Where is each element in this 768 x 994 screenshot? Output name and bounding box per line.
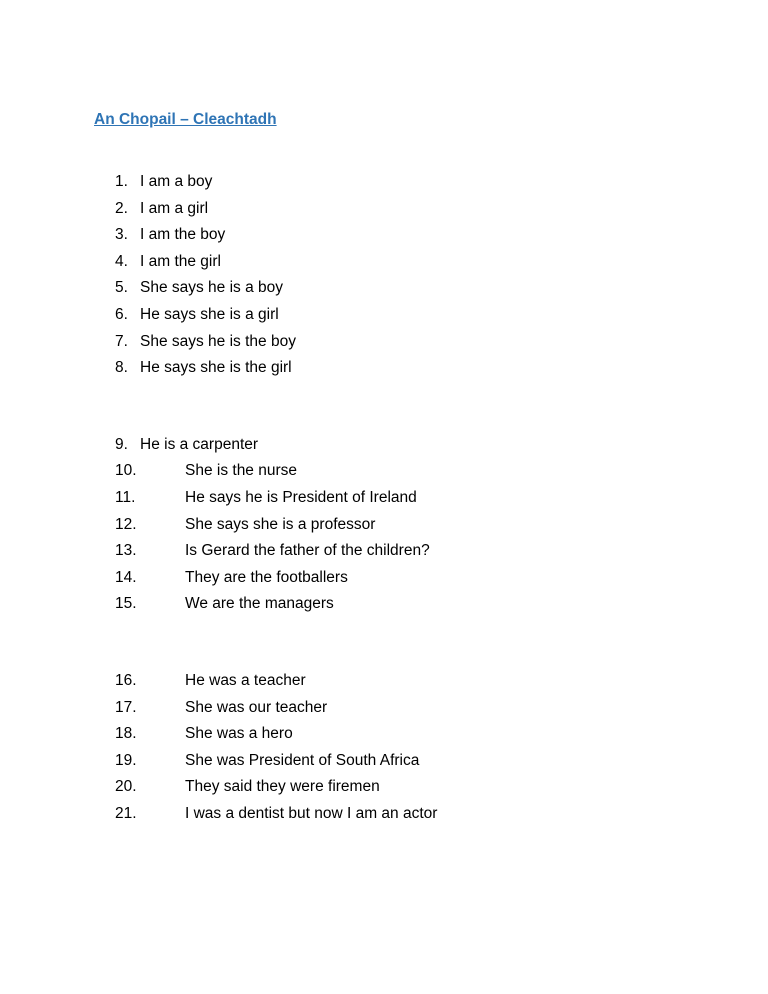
item-text: He was a teacher	[185, 671, 306, 689]
list-group-1	[115, 169, 728, 382]
list-item	[115, 538, 728, 565]
list-item	[115, 485, 728, 512]
item-number: 16.	[115, 671, 137, 689]
list-item	[115, 458, 728, 485]
list-item	[115, 801, 728, 828]
list-item	[115, 329, 728, 356]
item-number: 14.	[115, 568, 137, 586]
list-item	[115, 668, 728, 695]
item-text: She is the nurse	[185, 462, 298, 480]
item-text: He says she is a girl	[140, 305, 279, 323]
item-number: 15.	[115, 595, 137, 613]
item-number: 12.	[115, 515, 137, 533]
list-item	[115, 169, 728, 196]
list-item	[115, 275, 728, 302]
item-number: 4.	[115, 252, 128, 270]
item-text: I am the girl	[140, 252, 221, 270]
item-number: 9.	[115, 435, 128, 453]
item-number: 21.	[115, 804, 137, 822]
list-item	[115, 695, 728, 722]
list-group-2	[115, 432, 728, 618]
item-number: 10.	[115, 462, 137, 480]
list-item	[115, 222, 728, 249]
item-number: 13.	[115, 542, 137, 560]
list-item	[115, 196, 728, 223]
list-item	[115, 302, 728, 329]
list-group-3	[115, 668, 728, 828]
list-item	[115, 512, 728, 539]
page-title: An Chopail – Cleachtadh	[94, 111, 277, 128]
list-item	[115, 249, 728, 276]
item-text: They are the footballers	[185, 568, 348, 586]
item-number: 17.	[115, 698, 137, 716]
item-text: He says she is the girl	[140, 359, 292, 377]
item-text: Is Gerard the father of the children?	[185, 542, 430, 560]
item-number: 11.	[115, 488, 136, 506]
item-number: 19.	[115, 751, 137, 769]
item-text: She was our teacher	[185, 698, 328, 716]
list-item	[115, 591, 728, 618]
item-text: We are the managers	[185, 595, 334, 613]
item-number: 8.	[115, 359, 128, 377]
item-text: He is a carpenter	[140, 435, 259, 453]
item-text: I am the boy	[140, 226, 226, 244]
item-text: She was a hero	[185, 725, 293, 743]
list-item	[115, 721, 728, 748]
item-text: I was a dentist but now I am an actor	[185, 804, 438, 822]
item-text: She says he is the boy	[140, 332, 296, 350]
item-number: 20.	[115, 778, 137, 796]
item-text: She says she is a professor	[185, 515, 376, 533]
item-number: 1.	[115, 173, 128, 190]
item-text: She was President of South Africa	[185, 751, 420, 769]
list-item	[115, 748, 728, 775]
item-number: 2.	[115, 199, 128, 217]
item-number: 7.	[115, 332, 128, 350]
item-text: I am a girl	[140, 199, 209, 217]
item-text: They said they were firemen	[185, 778, 380, 796]
item-number: 5.	[115, 279, 128, 297]
item-text: He says he is President of Ireland	[185, 488, 417, 506]
list-item	[115, 774, 728, 801]
item-text: She says he is a boy	[140, 279, 284, 297]
list-item	[115, 355, 728, 382]
item-number: 18.	[115, 725, 137, 743]
item-number: 3.	[115, 226, 128, 244]
list-item	[115, 565, 728, 592]
item-number: 6.	[115, 305, 128, 323]
item-text: I am a boy	[140, 173, 213, 190]
list-item	[115, 432, 728, 459]
